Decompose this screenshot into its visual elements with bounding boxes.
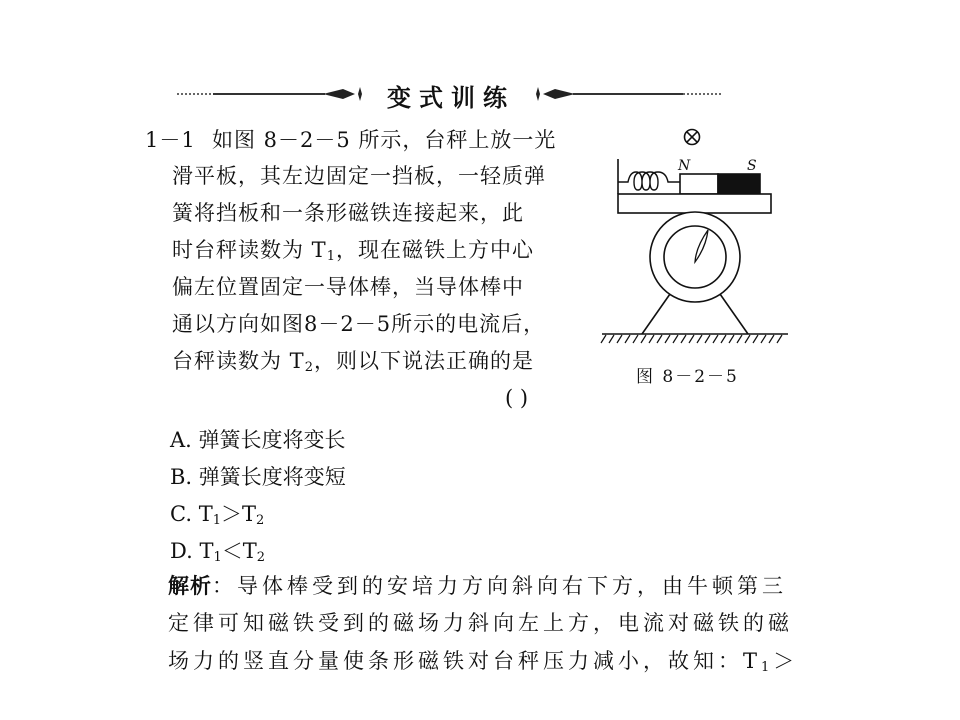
answer-blank: ( ): [505, 386, 529, 410]
svg-text:N: N: [678, 158, 691, 174]
option-c: C. $T_1>T_2$: [170, 502, 265, 528]
question-line: 时台秤读数为 $T_1$，现在磁铁上方中心: [172, 238, 534, 264]
scale-illustration: [600, 122, 790, 352]
question-number: 1－1: [145, 128, 196, 152]
question-line: 簧将挡板和一条形磁铁连接起来，此: [172, 201, 524, 225]
analysis-line: 场力的竖直分量使条形磁铁对台秤压力减小，故知：$T_1>$: [168, 649, 799, 675]
svg-text:S: S: [747, 158, 757, 174]
section-header: [175, 76, 723, 112]
analysis-label: 解析: [168, 574, 212, 598]
question-line: 通以方向如图8－2－5所示的电流后，: [172, 312, 546, 336]
current-into-page-icon: [685, 130, 700, 145]
question-line: 偏左位置固定一导体棒，当导体棒中: [172, 275, 524, 299]
question-line: 滑平板，其左边固定一挡板，一轻质弹: [172, 164, 546, 188]
figure-caption: 图 8－2－5: [636, 367, 739, 387]
option-d: D. $T_1<T_2$: [170, 539, 266, 565]
analysis-line: 解析：导体棒受到的安培力方向斜向右下方，由牛顿第三: [168, 574, 787, 598]
question-line: 台秤读数为 $T_2$，则以下说法正确的是: [172, 349, 534, 375]
question-line: 如图 8－2－5 所示，台秤上放一光: [212, 128, 557, 152]
option-b: B. 弹簧长度将变短: [170, 465, 346, 489]
section-title: 变式训练: [387, 84, 515, 112]
option-a: A. 弹簧长度将变长: [170, 428, 346, 452]
figure-scale-diagram: [600, 122, 790, 356]
analysis-line: 定律可知磁铁受到的磁场力斜向左上方，电流对磁铁的磁: [168, 611, 793, 635]
